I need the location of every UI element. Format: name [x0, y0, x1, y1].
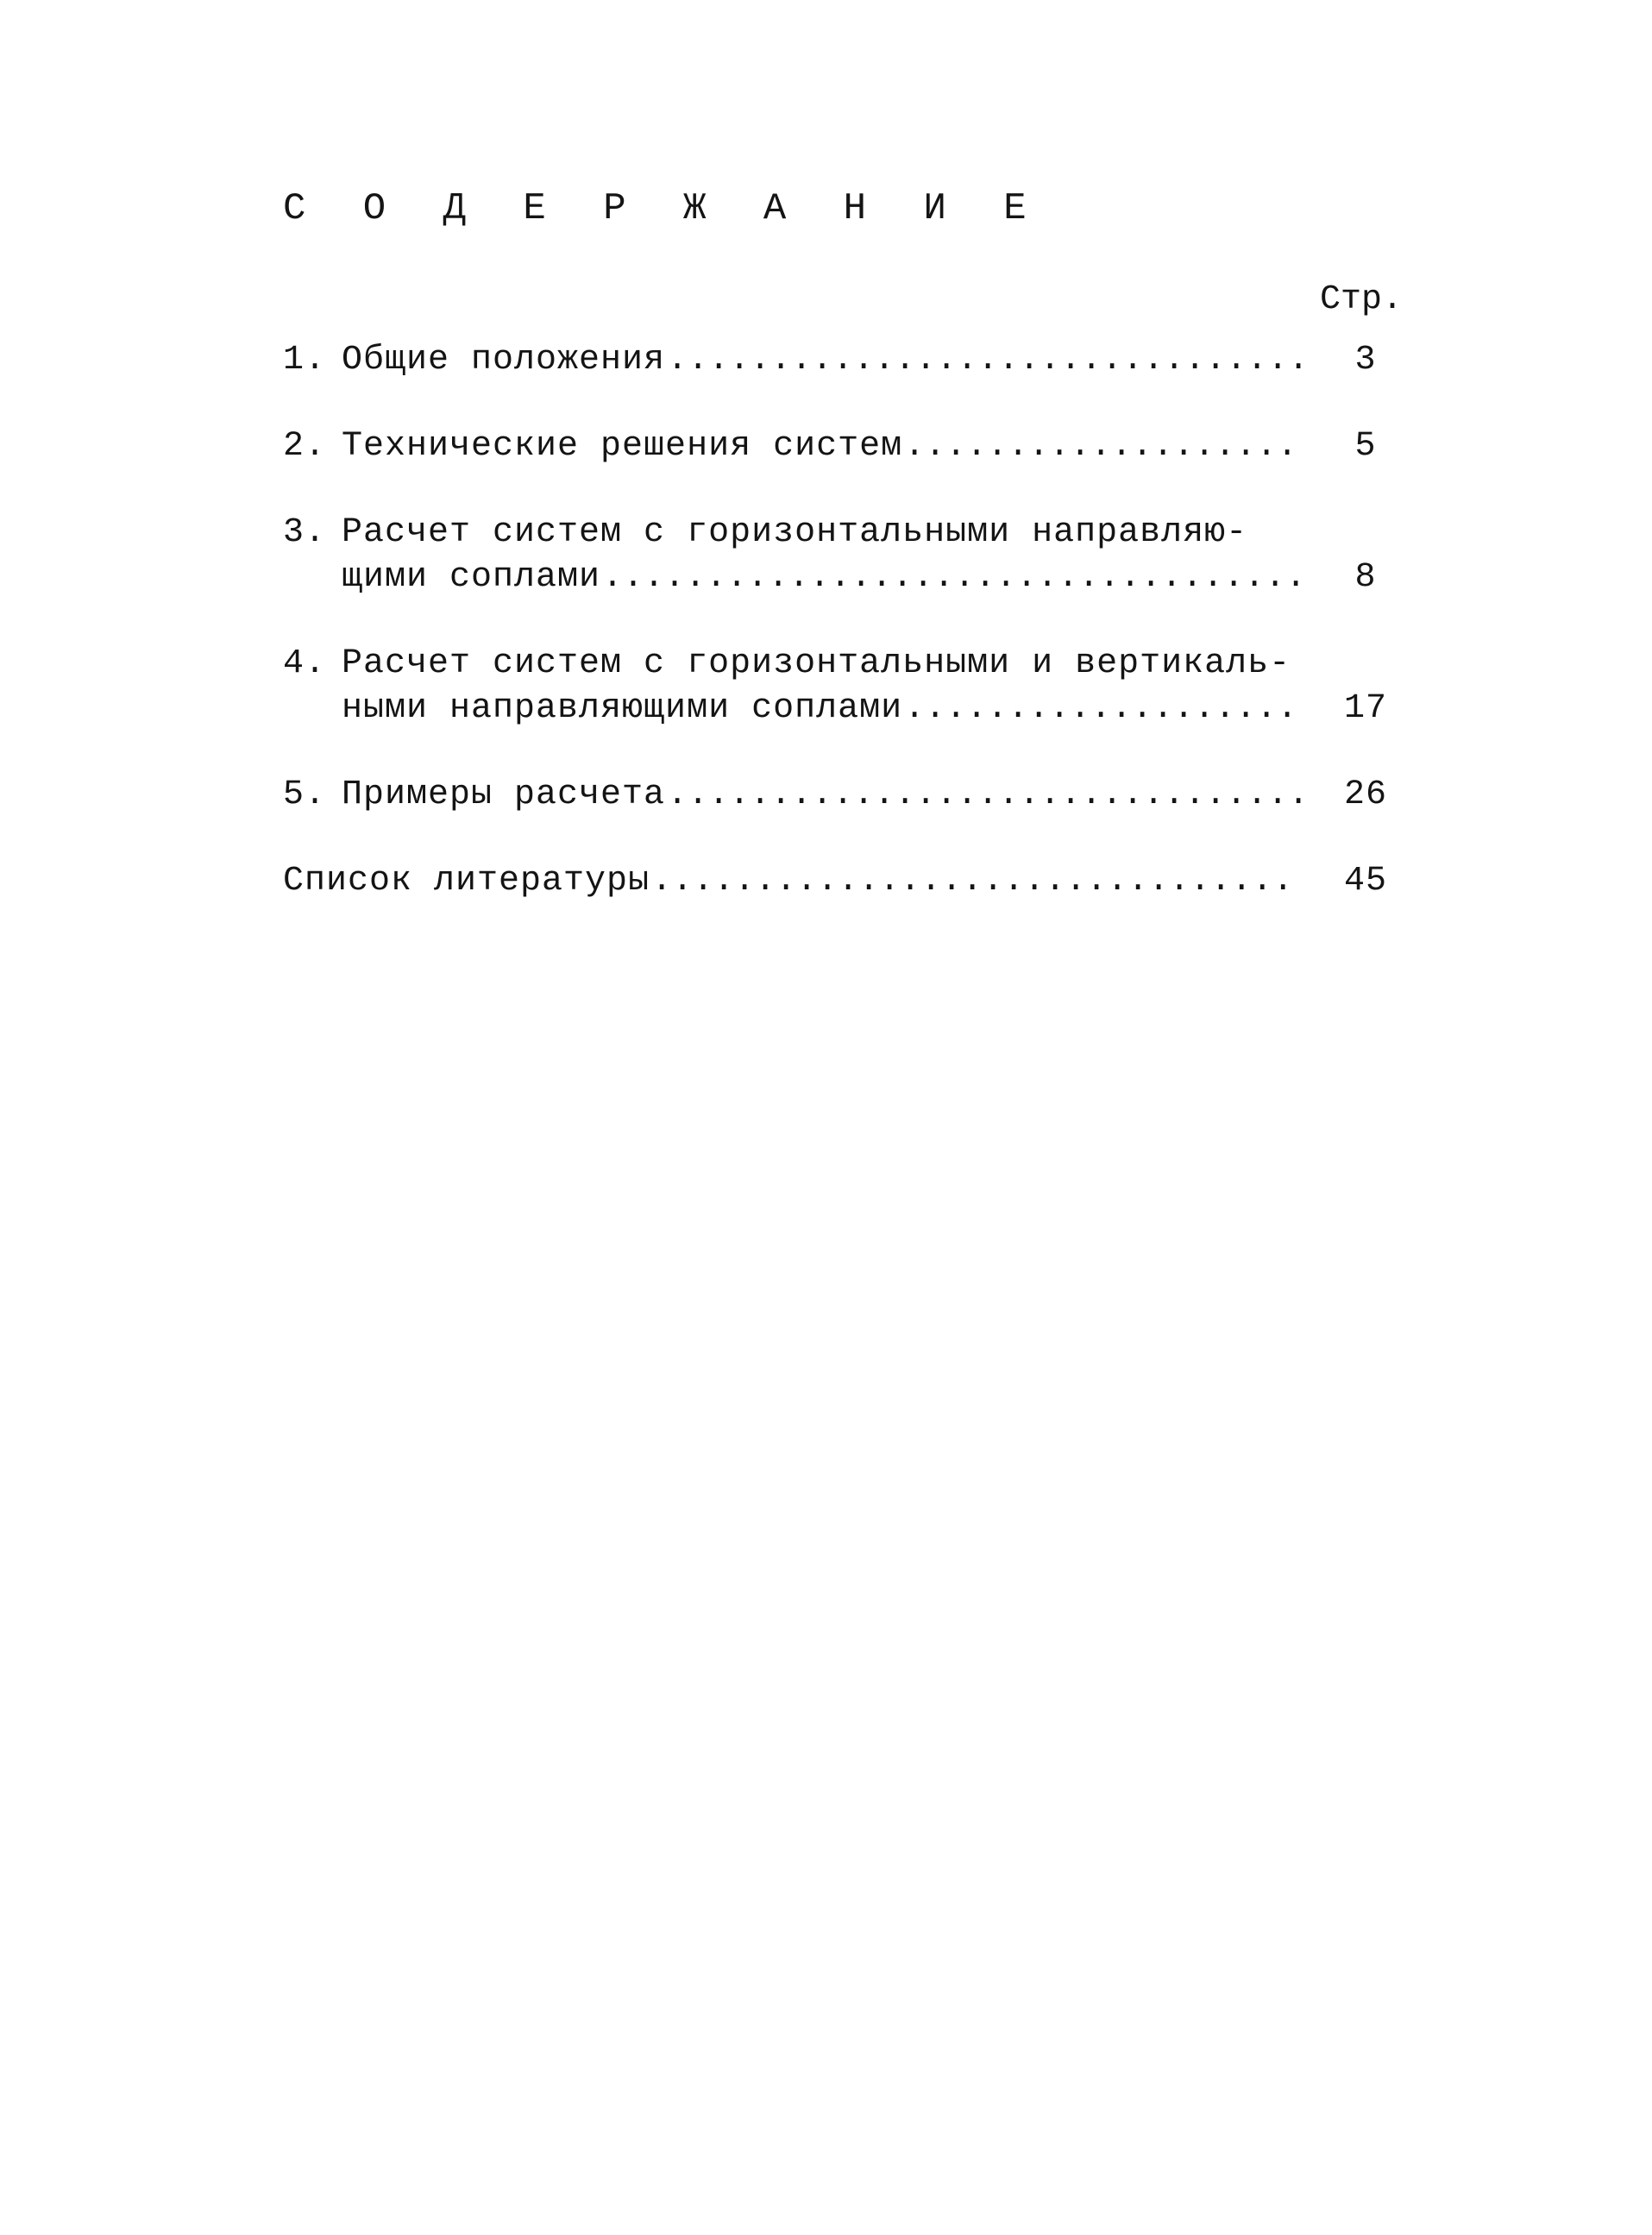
toc-entry-page: 45 — [1343, 862, 1387, 901]
dot-leader — [667, 338, 1301, 383]
toc-entry-title: Расчет систем с горизонтальными и вертикаль- — [342, 644, 1291, 683]
toc-entry-line — [283, 687, 1301, 731]
toc-entry-line — [283, 511, 1301, 556]
toc-entry-4 — [283, 642, 1413, 731]
toc-entry-3 — [283, 511, 1413, 600]
toc-entry-number: 5. — [283, 775, 327, 814]
toc-entry-line — [283, 338, 1301, 383]
toc-entry-title: Примеры расчета — [342, 775, 666, 814]
toc-entry-page: 8 — [1354, 558, 1377, 597]
toc-entry-number: 4. — [283, 644, 327, 683]
dot-leader — [602, 556, 1301, 600]
page-title: С О Д Е Р Ж А Н И Е — [283, 187, 1044, 230]
toc-entry-title: Технические решения систем — [342, 427, 903, 466]
toc-entry-line — [283, 642, 1301, 687]
toc-entry-bibliography — [283, 859, 1413, 904]
toc-entry-page: 5 — [1354, 427, 1377, 466]
dot-leader — [904, 424, 1301, 469]
toc-entry-title: Общие положения — [342, 341, 666, 380]
toc-entry-title-continuation: щими соплами — [342, 558, 601, 597]
toc-entry-line — [283, 424, 1301, 469]
page-column-label: Стр. — [1320, 280, 1404, 319]
toc-entry-title-continuation: ными направляющими соплами — [342, 689, 903, 728]
toc-entry-title: Список литературы — [283, 862, 650, 901]
toc-entry-line — [283, 773, 1301, 818]
toc-entry-number: 1. — [283, 341, 327, 380]
toc-entry-line — [283, 556, 1301, 600]
toc-entry-1 — [283, 338, 1413, 383]
toc-entry-2 — [283, 424, 1413, 469]
toc-entry-line — [283, 859, 1301, 904]
toc-entry-page: 3 — [1354, 341, 1377, 380]
toc-entry-title: Расчет систем с горизонтальными направляю- — [342, 513, 1248, 552]
dot-leader — [651, 859, 1301, 904]
toc-entry-number: 2. — [283, 427, 327, 466]
dot-leader — [904, 687, 1301, 731]
toc-entry-number: 3. — [283, 513, 327, 552]
toc-entry-5 — [283, 773, 1413, 818]
toc-entry-page: 26 — [1343, 775, 1387, 814]
table-of-contents — [283, 338, 1413, 904]
dot-leader — [667, 773, 1301, 818]
toc-entry-page: 17 — [1343, 689, 1387, 728]
